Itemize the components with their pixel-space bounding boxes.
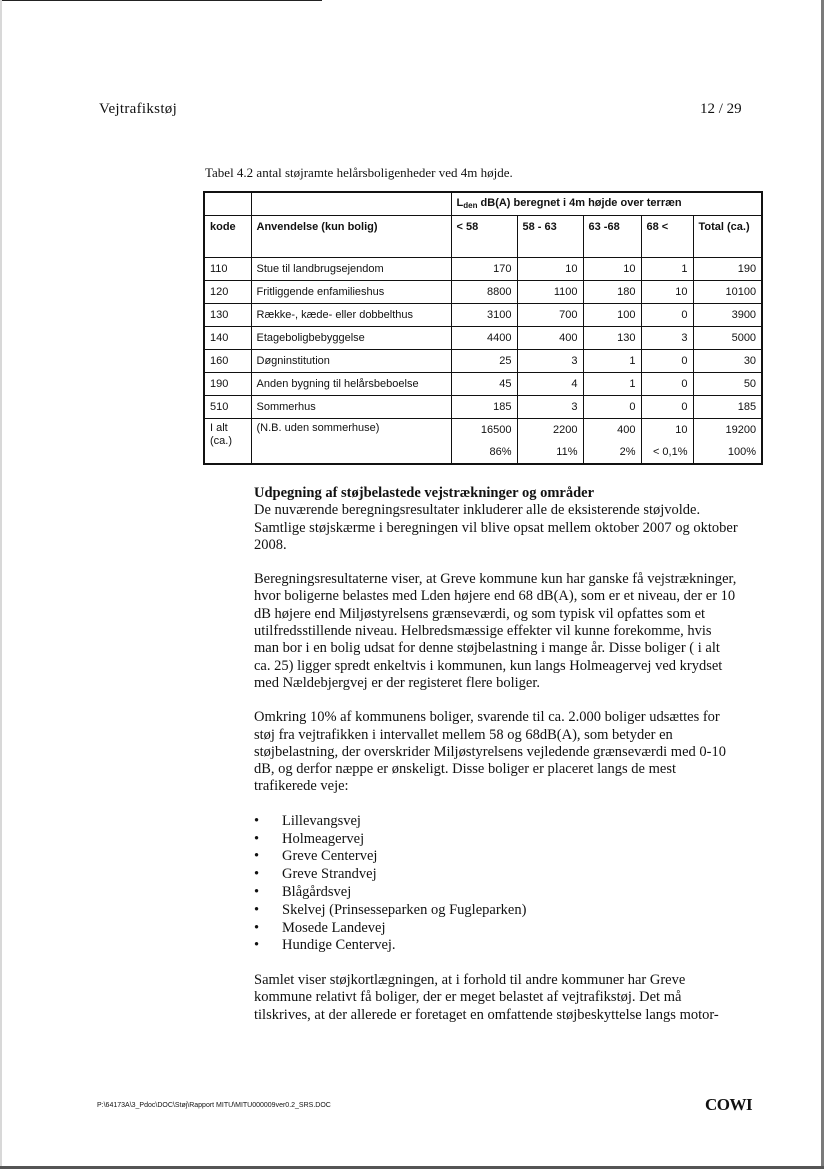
road-list <box>254 813 739 955</box>
cell-gt68: 1 <box>641 258 693 281</box>
cell-total-lt58: 16500 <box>451 419 517 442</box>
noise-table <box>203 191 763 465</box>
list-item: • Skelvej (Prinsesseparken og Fugleparken) <box>254 902 739 920</box>
cell-pct-lt58: 86% <box>451 441 517 464</box>
table-row <box>204 350 762 373</box>
table-group-header-row <box>204 192 762 216</box>
cell-total-63-68: 400 <box>583 419 641 442</box>
empty-header-cell <box>204 192 251 216</box>
cell-58-63: 1100 <box>517 281 583 304</box>
cell-total: 185 <box>693 396 762 419</box>
col-header-total: Total (ca.) <box>693 216 762 258</box>
cell-gt68: 0 <box>641 350 693 373</box>
cell-total: 30 <box>693 350 762 373</box>
cell-58-63: 700 <box>517 304 583 327</box>
col-header-gt68: 68 < <box>641 216 693 258</box>
cell-total-note: (N.B. uden sommerhuse) <box>251 419 451 465</box>
cell-anvendelse: Sommerhus <box>251 396 451 419</box>
section-body <box>254 485 739 1041</box>
cell-kode: 140 <box>204 327 251 350</box>
cell-58-63: 10 <box>517 258 583 281</box>
group-header-cell <box>451 192 762 216</box>
cowi-logo: COWI <box>705 1095 753 1114</box>
table-row <box>204 281 762 304</box>
cell-anvendelse: Døgninstitution <box>251 350 451 373</box>
cell-kode: 110 <box>204 258 251 281</box>
list-item: • Holmeagervej <box>254 831 739 849</box>
cell-total-58-63: 2200 <box>517 419 583 442</box>
cell-anvendelse: Etageboligbebyggelse <box>251 327 451 350</box>
list-item: • Greve Centervej <box>254 848 739 866</box>
cell-gt68: 0 <box>641 373 693 396</box>
cell-total-gt68: 10 <box>641 419 693 442</box>
cell-anvendelse: Fritliggende enfamilieshus <box>251 281 451 304</box>
cell-total: 10100 <box>693 281 762 304</box>
cell-58-63: 400 <box>517 327 583 350</box>
cell-gt68: 0 <box>641 304 693 327</box>
cell-63-68: 180 <box>583 281 641 304</box>
empty-header-cell <box>251 192 451 216</box>
table-row <box>204 327 762 350</box>
cell-pct-total: 100% <box>693 441 762 464</box>
section-heading: Udpegning af støjbelastede vejstrækninger og områder <box>254 485 595 501</box>
cell-lt58: 4400 <box>451 327 517 350</box>
cell-total-sum: 19200 <box>693 419 762 442</box>
group-header-l: L <box>456 196 464 209</box>
cell-gt68: 3 <box>641 327 693 350</box>
cell-lt58: 3100 <box>451 304 517 327</box>
scan-edge-left <box>0 0 2 1169</box>
cell-63-68: 100 <box>583 304 641 327</box>
group-header-rest: dB(A) beregnet i 4m højde over terræn <box>477 196 682 209</box>
paragraph-3: Omkring 10% af kommunens boliger, svarende til ca. 2.000 boliger udsættes for støj fra vejtrafikken i intervallet mellem 58 og 68dB(A), som betyder en støjbelastning, der overskrider Miljøstyrelsens vejledende grænseværdi med 0-10 dB, og derfor næppe er ønskeligt. Disse boliger er placeret langs de mest trafikerede veje: <box>254 709 726 795</box>
footer-file-path: P:\64173A\3_Pdoc\DOC\Støj\Rapport MITU\MITU000009ver0.2_SRS.DOC <box>97 1102 331 1109</box>
cell-lt58: 170 <box>451 258 517 281</box>
list-item: • Lillevangsvej <box>254 813 739 831</box>
cell-anvendelse: Anden bygning til helårsbeboelse <box>251 373 451 396</box>
cell-gt68: 0 <box>641 396 693 419</box>
group-header-sub: den <box>463 200 478 210</box>
paragraph-2: Beregningsresultaterne viser, at Greve kommune kun har ganske få vejstrækninger, hvor boligerne belastes med Lden højere end 68 dB(A), som er et niveau, der er 10 dB højere end Miljøstyrelsens grænseværdi, og som typisk vil opfattes som et utilfredsstillende niveau. Helbredsmæssige effekter vil kunne forekomme, hvis man bor i en bolig udsat for denne støjbelastning i mange år. Disse boliger ( i alt ca. 25) ligger spredt enkeltvis i kommunen, kun langs Holmeagervej ved krydset med Nældebjergvej er der registeret flere boliger. <box>254 571 737 691</box>
col-header-63-68: 63 -68 <box>583 216 641 258</box>
table-row <box>204 304 762 327</box>
table-row <box>204 396 762 419</box>
cell-total: 5000 <box>693 327 762 350</box>
cell-58-63: 4 <box>517 373 583 396</box>
cell-anvendelse: Stue til landbrugsejendom <box>251 258 451 281</box>
list-item: • Blågårdsvej <box>254 884 739 902</box>
cell-lt58: 185 <box>451 396 517 419</box>
cell-kode: 510 <box>204 396 251 419</box>
cell-total: 3900 <box>693 304 762 327</box>
cell-kode: 160 <box>204 350 251 373</box>
cell-63-68: 130 <box>583 327 641 350</box>
col-header-58-63: 58 - 63 <box>517 216 583 258</box>
table-total-row <box>204 419 762 442</box>
cell-pct-gt68: < 0,1% <box>641 441 693 464</box>
paragraph-4: Samlet viser støjkortlægningen, at i forhold til andre kommuner har Greve kommune relativt få boliger, der er meget belastet af vejtrafikstøj. Det må tilskrives, at der allerede er foretaget en omfattende støjbeskyttelse langs motor- <box>254 972 719 1023</box>
cell-63-68: 0 <box>583 396 641 419</box>
page-number: 12 / 29 <box>700 101 742 117</box>
cell-pct-58-63: 11% <box>517 441 583 464</box>
list-item: • Mosede Landevej <box>254 920 739 938</box>
cell-pct-63-68: 2% <box>583 441 641 464</box>
col-header-anvendelse: Anvendelse (kun bolig) <box>251 216 451 258</box>
cell-kode: 190 <box>204 373 251 396</box>
cell-63-68: 1 <box>583 350 641 373</box>
cell-total: 50 <box>693 373 762 396</box>
cell-anvendelse: Række-, kæde- eller dobbelthus <box>251 304 451 327</box>
cell-lt58: 45 <box>451 373 517 396</box>
cell-total-label: I alt (ca.) <box>204 419 251 465</box>
cell-gt68: 10 <box>641 281 693 304</box>
col-header-lt58: < 58 <box>451 216 517 258</box>
cell-kode: 130 <box>204 304 251 327</box>
cell-63-68: 1 <box>583 373 641 396</box>
col-header-kode: kode <box>204 216 251 258</box>
cell-lt58: 25 <box>451 350 517 373</box>
scan-edge-top <box>0 0 322 1</box>
running-header-title: Vejtrafikstøj <box>99 101 178 117</box>
cell-kode: 120 <box>204 281 251 304</box>
table-caption: Tabel 4.2 antal støjramte helårsboligenheder ved 4m højde. <box>205 165 513 180</box>
table-row <box>204 258 762 281</box>
cell-lt58: 8800 <box>451 281 517 304</box>
cell-63-68: 10 <box>583 258 641 281</box>
cell-total: 190 <box>693 258 762 281</box>
paragraph-1: De nuværende beregningsresultater inkluderer alle de eksisterende støjvolde. Samtlige støjskærme i beregningen vil blive opsat mellem oktober 2007 og oktober 2008. <box>254 502 738 553</box>
cell-58-63: 3 <box>517 396 583 419</box>
list-item: • Hundige Centervej. <box>254 937 739 955</box>
list-item: • Greve Strandvej <box>254 866 739 884</box>
table-row <box>204 373 762 396</box>
cell-58-63: 3 <box>517 350 583 373</box>
table-column-header-row <box>204 216 762 258</box>
